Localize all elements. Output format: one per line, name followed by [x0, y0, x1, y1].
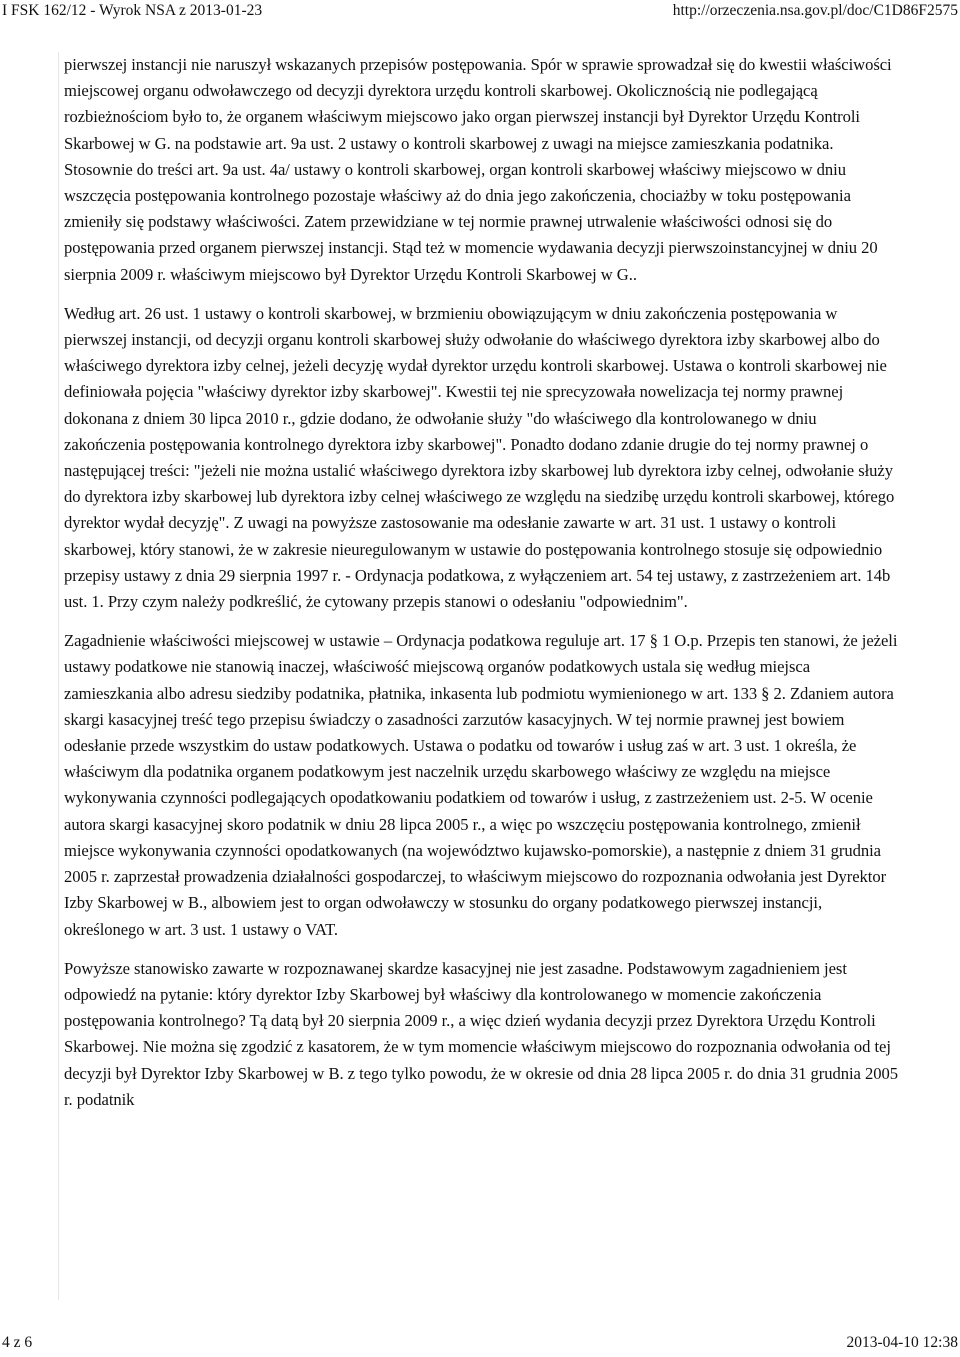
document-body [58, 52, 901, 1300]
paragraph-1: pierwszej instancji nie naruszył wskazanych przepisów postępowania. Spór w sprawie sprowadzał się do kwestii właściwości miejscowej organu odwoławczego od decyzji dyrektora urzędu kontroli skarbowej. Okolicznością nie podlegającą rozbieżnościom było to, że organem właściwym miejscowo jako organ pierwszej instancji był Dyrektor Urzędu Kontroli Skarbowej w G. na podstawie art. 9a ust. 2 ustawy o kontroli skarbowej z uwagi na miejsce zamieszkania podatnika. Stosownie do treści art. 9a ust. 4a/ ustawy o kontroli skarbowej, organ kontroli skarbowej właściwy miejscowo w dniu wszczęcia postępowania kontrolnego pozostaje właściwy aż do dnia jego zakończenia, chociażby w toku postępowania zmieniły się podstawy właściwości. Zatem przewidziane w tej normie prawnej utrwalenie właściwości odnosi się do postępowania przed organem pierwszej instancji. Stąd też w momencie wydawania decyzji pierwszoinstancyjnej w dniu 20 sierpnia 2009 r. właściwym miejscowo był Dyrektor Urzędu Kontroli Skarbowej w G.. [64, 55, 892, 284]
page-number: 4 z 6 [2, 1334, 33, 1351]
paragraph-2: Według art. 26 ust. 1 ustawy o kontroli skarbowej, w brzmieniu obowiązującym w dniu zakończenia postępowania w pierwszej instancji, od decyzji organu kontroli skarbowej służy odwołanie do właściwego dyrektora izby skarbowej albo do właściwego dyrektora izby celnej, jeżeli decyzję wydał dyrektor urzędu kontroli skarbowej. Ustawa o kontroli skarbowej nie definiowała pojęcia "właściwy dyrektor izby skarbowej". Kwestii tej nie sprecyzowała nowelizacja tej normy prawnej dokonana z dniem 30 lipca 2010 r., gdzie dodano, że odwołanie służy "do właściwego dla kontrolowanego w dniu zakończenia postępowania kontrolnego dyrektora izby skarbowej". Ponadto dodano zdanie drugie do tej normy prawnej o następującej treści: "jeżeli nie można ustalić właściwego dyrektora izby skarbowej lub dyrektora izby celnej, odwołanie służy do dyrektora izby skarbowej lub dyrektora izby celnej właściwego ze względu na siedzibę urzędu kontroli skarbowej, którego dyrektor wydał decyzję". Z uwagi na powyższe zastosowanie ma odesłanie zawarte w art. 31 ust. 1 ustawy o kontroli skarbowej, który stanowi, że w zakresie nieuregulowanym w ustawie do postępowania kontrolnego stosuje się odpowiednio przepisy ustawy z dnia 29 sierpnia 1997 r. - Ordynacja podatkowa, z wyłączeniem art. 54 tej ustawy, z zastrzeżeniem art. 14b ust. 1. Przy czym należy podkreślić, że cytowany przepis stanowi o odesłaniu "odpowiednim". [64, 303, 895, 612]
paragraph-4: Powyższe stanowisko zawarte w rozpoznawanej skardze kasacyjnej nie jest zasadne. Podstawowym zagadnieniem jest odpowiedź na pytanie: który dyrektor Izby Skarbowej był właściwy dla kontrolowanego w momencie zakończenia postępowania kontrolnego? Tą datą był 20 sierpnia 2009 r., a więc dzień wydania decyzji przez Dyrektora Urzędu Kontroli Skarbowej. Nie można się zgodzić z kasatorem, że w tym momencie właściwym miejscowo do rozpoznania odwołania od tej decyzji był Dyrektor Izby Skarbowej w B. z tego tylko powodu, że w okresie od dnia 28 lipca 2005 r. do dnia 31 grudnia 2005 r. podatnik [64, 958, 898, 1109]
print-timestamp: 2013-04-10 12:38 [846, 1334, 958, 1351]
print-footer [0, 1331, 960, 1357]
paragraph-3: Zagadnienie właściwości miejscowej w ustawie – Ordynacja podatkowa reguluje art. 17 § 1 O.p. Przepis ten stanowi, że jeżeli ustawy podatkowe nie stanowią inaczej, właściwość miejscową organów podatkowych ustala się według miejsca zamieszkania albo adresu siedziby podatnika, płatnika, inkasenta lub podmiotu wymienionego w art. 133 § 2. Zdaniem autora skargi kasacyjnej treść tego przepisu świadczy o zasadności zarzutów kasacyjnych. W tej normie prawnej jest bowiem odesłanie przede wszystkim do ustaw podatkowych. Ustawa o podatku od towarów i usług zaś w art. 3 ust. 1 określa, że właściwym dla podatnika organem podatkowym jest naczelnik urzędu skarbowego właściwy ze względu na miejsce wykonywania czynności podlegających opodatkowaniu podatkiem od towarów i usług, z zastrzeżeniem ust. 2-5. W ocenie autora skargi kasacyjnej skoro podatnik w dniu 28 lipca 2005 r., a więc po wszczęciu postępowania kontrolnego, zmienił miejsce wykonywania czynności opodatkowanych (na województwo kujawsko-pomorskie), a następnie z dniem 31 grudnia 2005 r. zaprzestał prowadzenia działalności gospodarczej, to właściwym miejscowo do rozpoznania odwołania jest Dyrektor Izby Skarbowej w B., albowiem jest to organ odwoławczy w stosunku do organy podatkowego pierwszej instancji, określonego w art. 3 ust. 1 ustawy o VAT. [64, 631, 898, 939]
document-title: I FSK 162/12 - Wyrok NSA z 2013-01-23 [2, 2, 263, 19]
print-header [0, 0, 960, 26]
document-url[interactable]: http://orzeczenia.nsa.gov.pl/doc/C1D86F2575 [672, 2, 958, 19]
